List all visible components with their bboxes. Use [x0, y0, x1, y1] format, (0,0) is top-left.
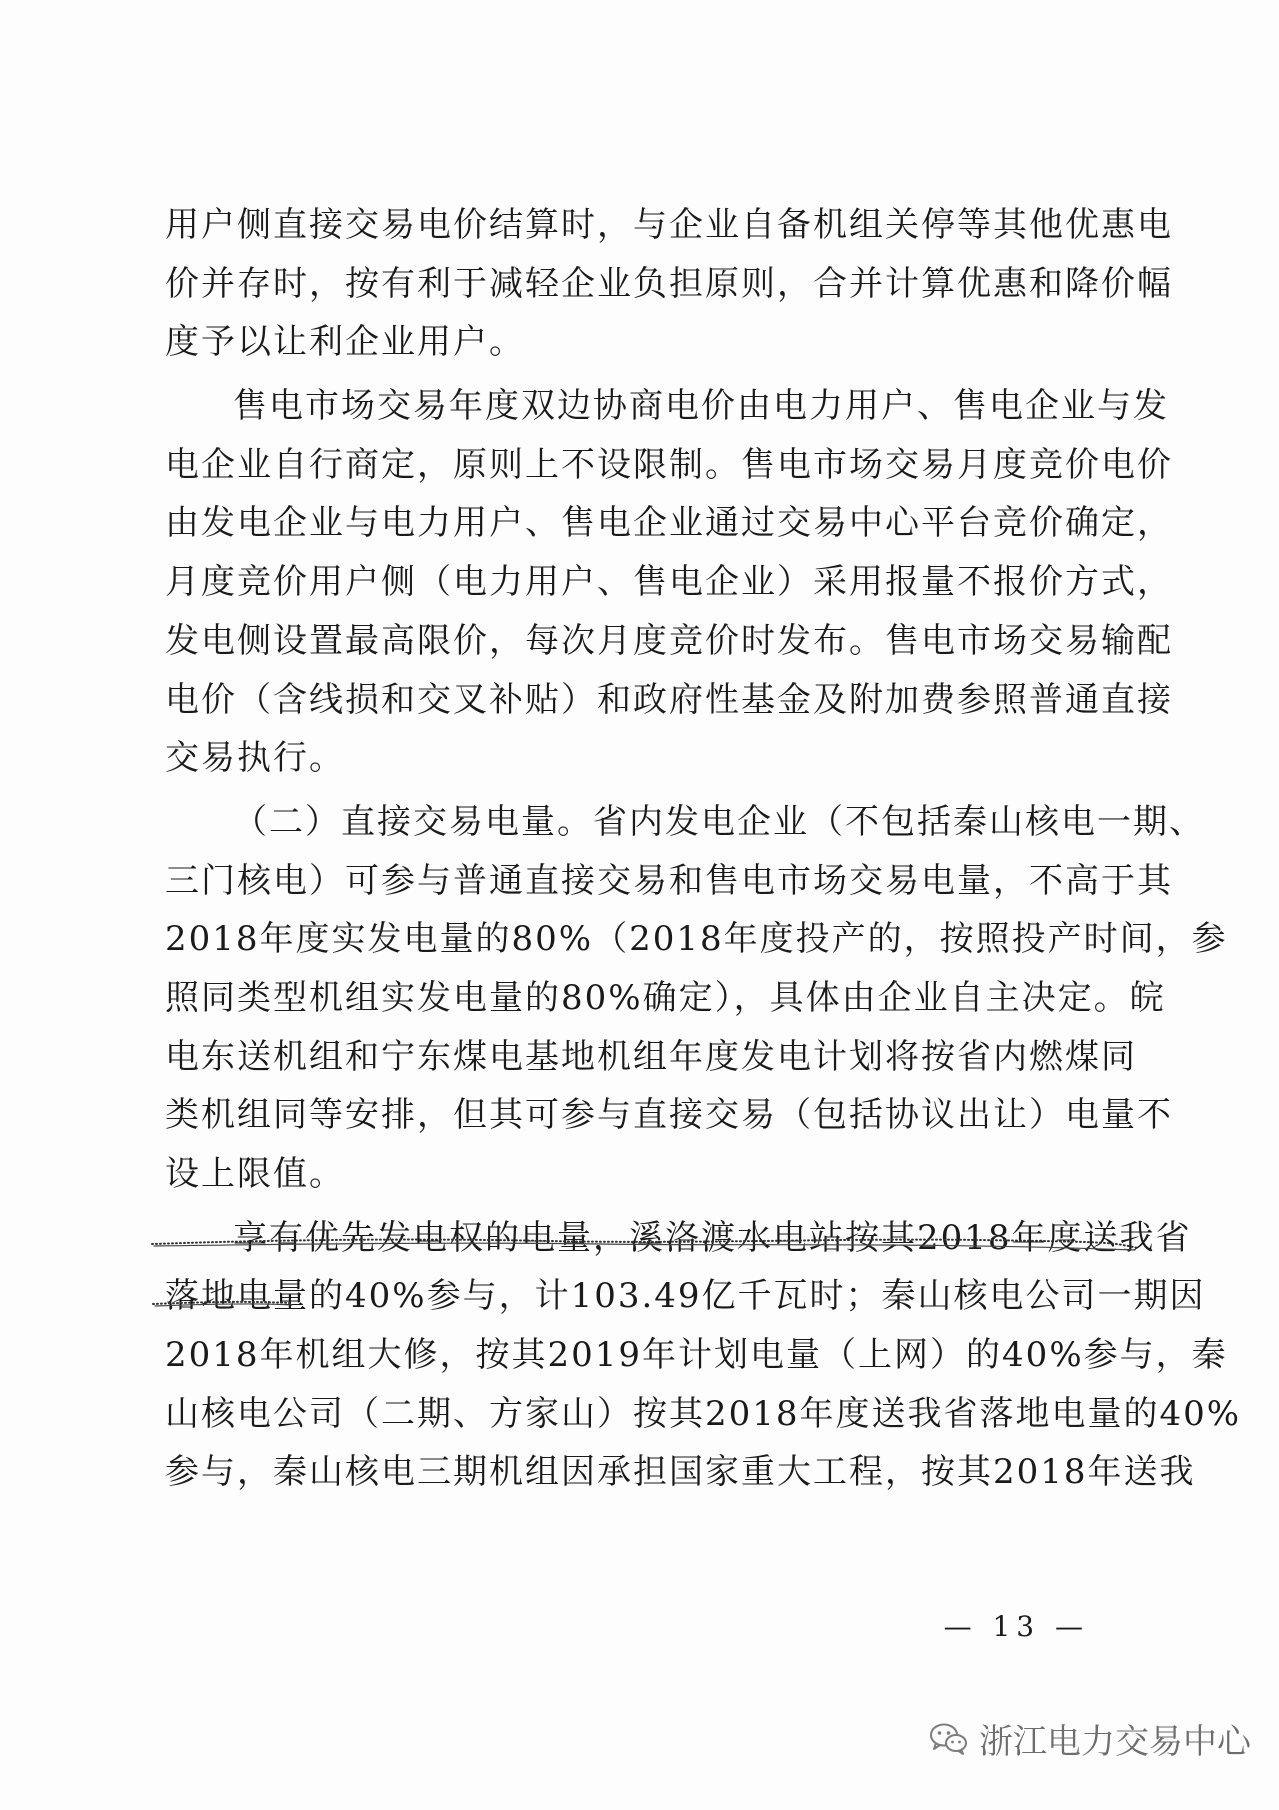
text-line: 参与，秦山核电三期机组因承担国家重大工程，按其2018年送我 — [165, 1452, 1196, 1493]
watermark-text: 浙江电力交易中心 — [979, 1722, 1251, 1762]
paragraph-3 — [165, 793, 1228, 1204]
wechat-watermark — [929, 1714, 1251, 1763]
text-line: 交易执行。 — [165, 738, 345, 779]
text-line: 度予以让利企业用户。 — [165, 322, 525, 363]
text-line: 月度竞价用户侧（电力用户、售电企业）采用报量不报价方式， — [165, 562, 1173, 603]
handwritten-underline — [150, 1232, 1140, 1322]
text-line: 山核电公司（二期、方家山）按其2018年度送我省落地电量的40% — [165, 1393, 1242, 1434]
text-line: 落地电量的40%参与，计103.49亿千瓦时；秦山核电公司一期因 — [165, 1276, 1206, 1317]
text-line: （二）直接交易电量。省内发电企业（不包括秦山核电一期、 — [233, 801, 1205, 842]
text-line: 照同类型机组实发电量的80%确定），具体由企业自主决定。皖 — [165, 977, 1166, 1018]
page-number — [0, 1610, 1279, 1643]
text-line: 2018年机组大修，按其2019年计划电量（上网）的40%参与，秦 — [165, 1335, 1228, 1376]
text-line: 三门核电）可参与普通直接交易和售电市场交易电量，不高于其 — [165, 860, 1173, 901]
page-number-text: — 13 — — [943, 1610, 1089, 1643]
text-line: 电价（含线损和交叉补贴）和政府性基金及附加费参照普通直接 — [165, 679, 1173, 720]
text-line: 电东送机组和宁东煤电基地机组年度发电计划将按省内燃煤同 — [165, 1036, 1137, 1077]
text-line: 价并存时，按有利于减轻企业负担原则，合并计算优惠和降价幅 — [165, 263, 1173, 304]
text-line: 类机组同等安排，但其可参与直接交易（包括协议出让）电量不 — [165, 1095, 1173, 1136]
paragraph-2 — [165, 377, 1173, 788]
paragraph-1 — [165, 196, 1173, 372]
text-line: 售电市场交易年度双边协商电价由电力用户、售电企业与发 — [233, 386, 1169, 427]
text-line: 享有优先发电权的电量，溪洛渡水电站按其2018年度送我省 — [233, 1217, 1192, 1258]
wechat-icon — [929, 1722, 969, 1756]
text-line: 电企业自行商定，原则上不设限制。售电市场交易月度竞价电价 — [165, 444, 1173, 485]
text-line: 设上限值。 — [165, 1154, 345, 1194]
text-line: 2018年度实发电量的80%（2018年度投产的，按照投产时间，参 — [165, 919, 1228, 960]
text-line: 由发电企业与电力用户、售电企业通过交易中心平台竞价确定， — [165, 503, 1173, 544]
text-line: 发电侧设置最高限价，每次月度竞价时发布。售电市场交易输配 — [165, 620, 1173, 661]
text-line: 用户侧直接交易电价结算时，与企业自备机组关停等其他优惠电 — [165, 205, 1173, 245]
